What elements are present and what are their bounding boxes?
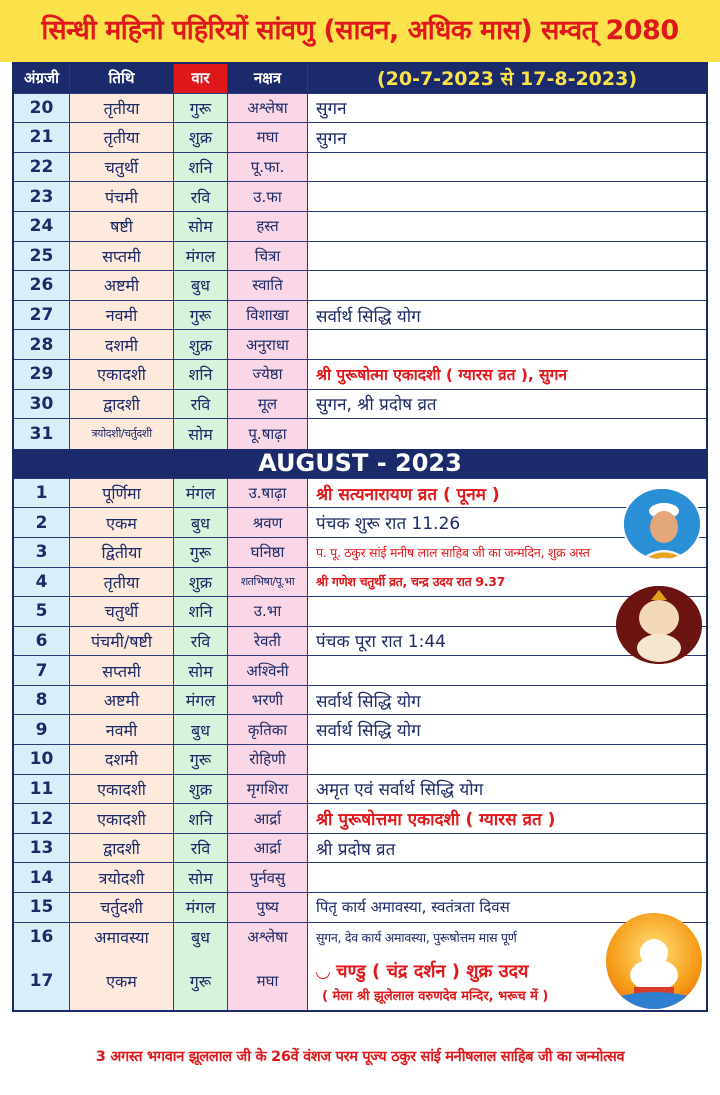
table-row bbox=[14, 863, 706, 893]
footer-note: 3 अगस्त भगवान झूललाल जी के 26वें वंशज परम पूज्य ठकुर सांई मनीषलाल साहिब जी का जन्मोत्सव bbox=[95, 1049, 625, 1065]
tithi-cell: एकादशी bbox=[70, 360, 174, 389]
nakshatra-cell: पू.फा. bbox=[228, 153, 308, 182]
ganesha-image bbox=[616, 586, 702, 664]
header-vaar: वार bbox=[174, 64, 228, 93]
tithi-cell: तृतीया bbox=[70, 123, 174, 152]
table-row bbox=[14, 301, 706, 331]
table-row bbox=[14, 952, 706, 1010]
vaar-cell: गुरू bbox=[174, 301, 228, 330]
date-cell: 25 bbox=[14, 242, 70, 271]
note-cell: श्री पुरूषोत्तमा एकादशी ( ग्यारस व्रत ) bbox=[308, 804, 706, 833]
vaar-cell: सोम bbox=[174, 419, 228, 449]
date-cell: 24 bbox=[14, 212, 70, 241]
header-nakshatra: नक्षत्र bbox=[228, 64, 308, 93]
vaar-cell: रवि bbox=[174, 834, 228, 863]
date-cell: 13 bbox=[14, 834, 70, 863]
table-row bbox=[14, 893, 706, 923]
table-row bbox=[14, 568, 706, 598]
tithi-cell: तृतीया bbox=[70, 568, 174, 597]
tithi-cell: पंचमी/षष्टी bbox=[70, 627, 174, 656]
tithi-cell: पूर्णिमा bbox=[70, 479, 174, 508]
tithi-cell: सप्तमी bbox=[70, 656, 174, 685]
tithi-cell: द्वादशी bbox=[70, 390, 174, 419]
nakshatra-cell: भरणी bbox=[228, 686, 308, 715]
note-cell: पंचक शुरू रात 11.26 bbox=[308, 508, 706, 537]
nakshatra-cell: उ.भा bbox=[228, 597, 308, 626]
note-cell: पितृ कार्य अमावस्या, स्वतंत्रता दिवस bbox=[308, 893, 706, 922]
note-cell: श्री पुरूषोत्मा एकादशी ( ग्यारस व्रत ), सुगन bbox=[308, 360, 706, 389]
tithi-cell: नवमी bbox=[70, 301, 174, 330]
table-row bbox=[14, 834, 706, 864]
moon-icon: ◡ bbox=[316, 960, 330, 982]
tithi-cell: षष्टी bbox=[70, 212, 174, 241]
date-cell: 21 bbox=[14, 123, 70, 152]
date-cell: 28 bbox=[14, 330, 70, 359]
note-cell: सुगन bbox=[308, 123, 706, 152]
note-cell: सर्वार्थ सिद्धि योग bbox=[308, 686, 706, 715]
nakshatra-cell: आर्द्रा bbox=[228, 804, 308, 833]
note-cell: अमृत एवं सर्वार्थ सिद्धि योग bbox=[308, 775, 706, 804]
nakshatra-cell: अश्लेषा bbox=[228, 923, 308, 953]
note-cell bbox=[308, 212, 706, 241]
sub-note: ( मेला श्री झूलेलाल वरुणदेव मन्दिर, भरूच में ) bbox=[322, 988, 549, 1004]
vaar-cell: शनि bbox=[174, 360, 228, 389]
date-cell: 31 bbox=[14, 419, 70, 449]
tithi-cell: चर्तुदशी bbox=[70, 893, 174, 922]
note-text: चण्डु ( चंद्र दर्शन ) शुक्र उदय bbox=[336, 960, 529, 982]
vaar-cell: बुध bbox=[174, 715, 228, 744]
vaar-cell: बुध bbox=[174, 271, 228, 300]
note-cell: प. पू. ठकुर सांई मनीष लाल साहिब जी का जन्मदिन, शुक्र अस्त bbox=[308, 538, 706, 567]
tithi-cell: अष्टमी bbox=[70, 686, 174, 715]
nakshatra-cell: रोहिणी bbox=[228, 745, 308, 774]
nakshatra-cell: अश्लेषा bbox=[228, 94, 308, 123]
table-row bbox=[14, 597, 706, 627]
nakshatra-cell: आर्द्रा bbox=[228, 834, 308, 863]
nakshatra-cell: शतभिषा/पू.भा bbox=[228, 568, 308, 597]
date-cell: 30 bbox=[14, 390, 70, 419]
table-row bbox=[14, 923, 706, 953]
date-cell: 12 bbox=[14, 804, 70, 833]
header-date-range: (20-7-2023 से 17-8-2023) bbox=[308, 64, 706, 93]
table-row bbox=[14, 745, 706, 775]
note-cell: श्री सत्यनारायण व्रत ( पूनम ) bbox=[308, 479, 706, 508]
vaar-cell: सोम bbox=[174, 863, 228, 892]
table-row bbox=[14, 627, 706, 657]
nakshatra-cell: घनिष्ठा bbox=[228, 538, 308, 567]
table-row bbox=[14, 271, 706, 301]
table-row bbox=[14, 715, 706, 745]
note-cell: सर्वार्थ सिद्धि योग bbox=[308, 715, 706, 744]
vaar-cell: बुध bbox=[174, 923, 228, 953]
date-cell: 15 bbox=[14, 893, 70, 922]
nakshatra-cell: मघा bbox=[228, 952, 308, 1010]
vaar-cell: गुरू bbox=[174, 538, 228, 567]
note-cell: श्री गणेश चतुर्थी व्रत, चन्द्र उदय रात 9.37 bbox=[308, 568, 706, 597]
table-row bbox=[14, 775, 706, 805]
nakshatra-cell: पुष्य bbox=[228, 893, 308, 922]
note-cell bbox=[308, 863, 706, 892]
vaar-cell: रवि bbox=[174, 627, 228, 656]
vaar-cell: शनि bbox=[174, 597, 228, 626]
note-cell bbox=[308, 182, 706, 211]
tithi-cell: एकादशी bbox=[70, 775, 174, 804]
table-row bbox=[14, 538, 706, 568]
date-cell: 16 bbox=[14, 923, 70, 953]
note-cell bbox=[308, 330, 706, 359]
table-row bbox=[14, 656, 706, 686]
nakshatra-cell: अनुराधा bbox=[228, 330, 308, 359]
tithi-cell: द्वादशी bbox=[70, 834, 174, 863]
nakshatra-cell: मूल bbox=[228, 390, 308, 419]
date-cell: 11 bbox=[14, 775, 70, 804]
nakshatra-cell: विशाखा bbox=[228, 301, 308, 330]
table-row bbox=[14, 686, 706, 716]
header-date: अंग्रजी bbox=[14, 64, 70, 93]
tithi-cell: अमावस्या bbox=[70, 923, 174, 953]
nakshatra-cell: उ.षाढ़ा bbox=[228, 479, 308, 508]
month-label: AUGUST - 2023 bbox=[14, 449, 706, 479]
tithi-cell: चतुर्थी bbox=[70, 153, 174, 182]
nakshatra-cell: ज्येष्ठा bbox=[228, 360, 308, 389]
date-cell: 4 bbox=[14, 568, 70, 597]
vaar-cell: शुक्र bbox=[174, 330, 228, 359]
date-cell: 17 bbox=[14, 952, 70, 1010]
tithi-cell: सप्तमी bbox=[70, 242, 174, 271]
nakshatra-cell: मृगशिरा bbox=[228, 775, 308, 804]
nakshatra-cell: पुर्नवसु bbox=[228, 863, 308, 892]
jhulelal-image bbox=[606, 913, 702, 1009]
page-title: सिन्धी महिनो पहिरियों सांवणु (सावन, अधिक मास) सम्वत् 2080 bbox=[0, 0, 720, 62]
vaar-cell: शुक्र bbox=[174, 123, 228, 152]
note-cell bbox=[308, 745, 706, 774]
table-row bbox=[14, 419, 706, 449]
note-cell: सर्वार्थ सिद्धि योग bbox=[308, 301, 706, 330]
vaar-cell: सोम bbox=[174, 656, 228, 685]
tithi-cell: एकम bbox=[70, 952, 174, 1010]
tithi-cell: एकादशी bbox=[70, 804, 174, 833]
tithi-cell: एकम bbox=[70, 508, 174, 537]
table-row bbox=[14, 508, 706, 538]
vaar-cell: सोम bbox=[174, 212, 228, 241]
date-cell: 20 bbox=[14, 94, 70, 123]
tithi-cell: दशमी bbox=[70, 745, 174, 774]
vaar-cell: शनि bbox=[174, 804, 228, 833]
table-row bbox=[14, 94, 706, 124]
note-cell: श्री प्रदोष व्रत bbox=[308, 834, 706, 863]
vaar-cell: मंगल bbox=[174, 893, 228, 922]
date-cell: 27 bbox=[14, 301, 70, 330]
tithi-cell: तृतीया bbox=[70, 94, 174, 123]
tithi-cell: नवमी bbox=[70, 715, 174, 744]
header-row bbox=[14, 64, 706, 94]
august-rows bbox=[14, 479, 706, 953]
date-cell: 3 bbox=[14, 538, 70, 567]
date-cell: 7 bbox=[14, 656, 70, 685]
table-row bbox=[14, 360, 706, 390]
note-cell: पंचक पूरा रात 1:44 bbox=[308, 627, 706, 656]
tithi-cell: द्वितीया bbox=[70, 538, 174, 567]
date-cell: 6 bbox=[14, 627, 70, 656]
date-cell: 14 bbox=[14, 863, 70, 892]
note-cell bbox=[308, 153, 706, 182]
vaar-cell: गुरू bbox=[174, 94, 228, 123]
july-rows bbox=[14, 94, 706, 449]
tithi-cell: पंचमी bbox=[70, 182, 174, 211]
nakshatra-cell: उ.फा bbox=[228, 182, 308, 211]
table-row bbox=[14, 330, 706, 360]
saint-portrait-image bbox=[622, 487, 702, 561]
tithi-cell: चतुर्थी bbox=[70, 597, 174, 626]
nakshatra-cell: चित्रा bbox=[228, 242, 308, 271]
nakshatra-cell: रेवती bbox=[228, 627, 308, 656]
vaar-cell: रवि bbox=[174, 182, 228, 211]
date-cell: 8 bbox=[14, 686, 70, 715]
tithi-cell: त्रयोदशी bbox=[70, 863, 174, 892]
table-row bbox=[14, 804, 706, 834]
nakshatra-cell: हस्त bbox=[228, 212, 308, 241]
tithi-cell: अष्टमी bbox=[70, 271, 174, 300]
header-tithi: तिथि bbox=[70, 64, 174, 93]
vaar-cell: मंगल bbox=[174, 242, 228, 271]
date-cell: 9 bbox=[14, 715, 70, 744]
vaar-cell: बुध bbox=[174, 508, 228, 537]
table-row bbox=[14, 479, 706, 509]
vaar-cell: मंगल bbox=[174, 479, 228, 508]
note-cell: सुगन, श्री प्रदोष व्रत bbox=[308, 390, 706, 419]
vaar-cell: शुक्र bbox=[174, 568, 228, 597]
date-cell: 22 bbox=[14, 153, 70, 182]
vaar-cell: शुक्र bbox=[174, 775, 228, 804]
date-cell: 29 bbox=[14, 360, 70, 389]
table-row bbox=[14, 390, 706, 420]
vaar-cell: शनि bbox=[174, 153, 228, 182]
vaar-cell: रवि bbox=[174, 390, 228, 419]
date-cell: 5 bbox=[14, 597, 70, 626]
date-cell: 1 bbox=[14, 479, 70, 508]
nakshatra-cell: स्वाति bbox=[228, 271, 308, 300]
tithi-cell: त्रयोदशी/चर्तुदशी bbox=[70, 419, 174, 449]
date-cell: 26 bbox=[14, 271, 70, 300]
vaar-cell: गुरू bbox=[174, 745, 228, 774]
date-cell: 23 bbox=[14, 182, 70, 211]
calendar-table bbox=[12, 62, 708, 1012]
nakshatra-cell: कृतिका bbox=[228, 715, 308, 744]
date-cell: 2 bbox=[14, 508, 70, 537]
table-row bbox=[14, 153, 706, 183]
vaar-cell: गुरू bbox=[174, 952, 228, 1010]
note-cell bbox=[308, 271, 706, 300]
table-row bbox=[14, 242, 706, 272]
note-cell: सुगन bbox=[308, 94, 706, 123]
note-cell: सुगन, देव कार्य अमावस्या, पुरूषोत्तम मास पूर्ण bbox=[308, 923, 706, 953]
tithi-cell: दशमी bbox=[70, 330, 174, 359]
table-row bbox=[14, 212, 706, 242]
nakshatra-cell: अश्विनी bbox=[228, 656, 308, 685]
note-cell bbox=[308, 242, 706, 271]
vaar-cell: मंगल bbox=[174, 686, 228, 715]
table-row bbox=[14, 182, 706, 212]
nakshatra-cell: पू.षाढ़ा bbox=[228, 419, 308, 449]
nakshatra-cell: श्रवण bbox=[228, 508, 308, 537]
table-row bbox=[14, 123, 706, 153]
date-cell: 10 bbox=[14, 745, 70, 774]
nakshatra-cell: मघा bbox=[228, 123, 308, 152]
note-cell bbox=[308, 419, 706, 449]
